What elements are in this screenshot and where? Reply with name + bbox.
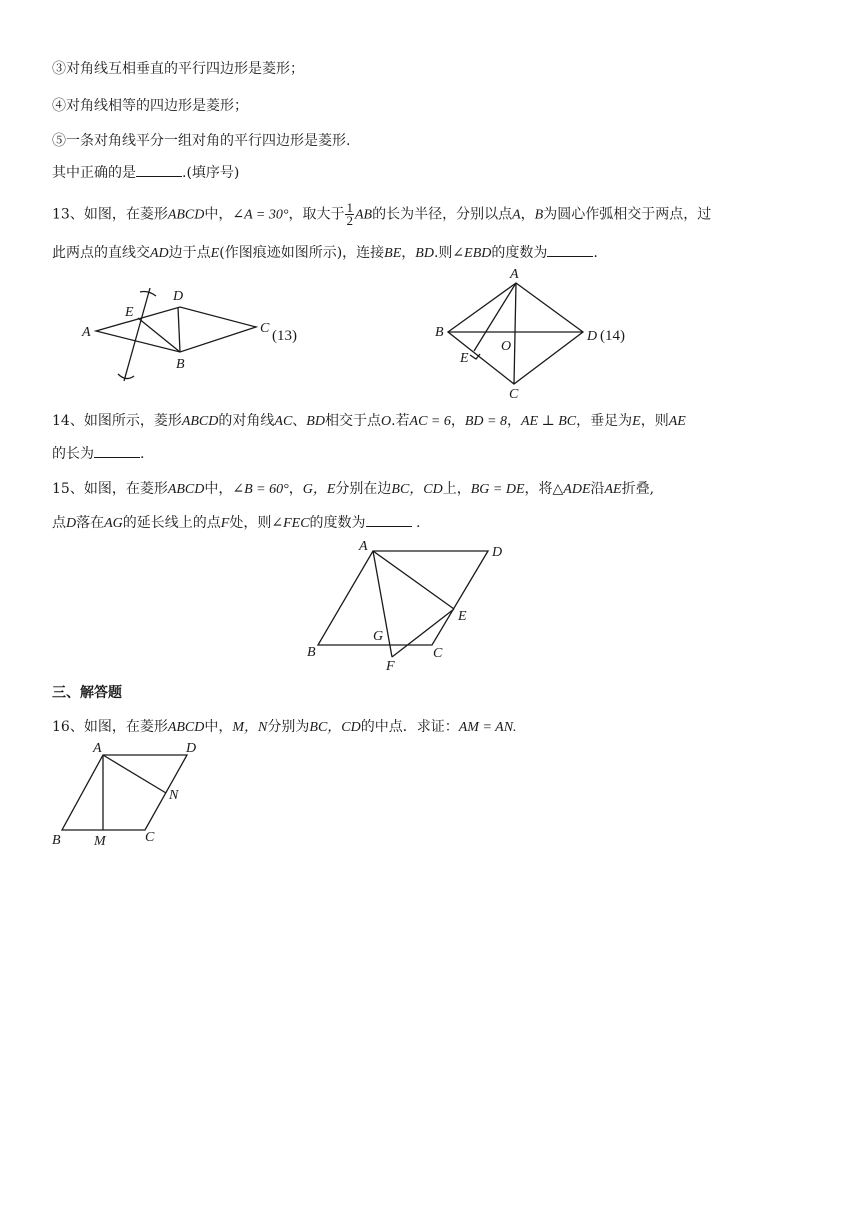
q15-math-bccd: BC，CD: [391, 482, 443, 497]
fig13-diagonal-db: [178, 307, 180, 352]
q13-math-ad: AD: [150, 246, 169, 261]
statement-3: ③对角线互相垂直的平行四边形是菱形；: [52, 61, 304, 77]
fig15-label-f: F: [386, 659, 395, 674]
q15-text: 处，则: [229, 515, 272, 531]
fig13-bisector: [124, 288, 150, 381]
q15-math-tri: △ADE: [552, 482, 591, 497]
q15-text: 分别在边: [335, 481, 392, 497]
q16-text: 分别为: [267, 719, 310, 735]
q15-math-angle-fec: ∠FEC: [271, 516, 310, 531]
q15-text: ，将: [524, 481, 553, 497]
q14-text: ，垂足为: [576, 413, 633, 429]
q15-math-ag: AG: [104, 516, 123, 531]
q14-math-bd8: BD = 8: [464, 414, 507, 429]
fig15-segment-af: [373, 551, 392, 657]
q15-text: 的度数为: [309, 515, 366, 531]
q16-math-abcd: ABCD: [167, 720, 205, 735]
frac-num: 1: [346, 200, 353, 215]
q16-line1: [52, 716, 517, 736]
q15-math-ge: G，E: [302, 482, 336, 497]
q13-text: 此两点的直线交: [52, 245, 150, 261]
fig15-label-d: D: [492, 545, 503, 560]
q15-math-ae: AE: [604, 482, 622, 497]
q13-text: 的长为半径，分别以点: [372, 206, 513, 223]
q16-text: 16、如图，在菱形: [52, 719, 168, 735]
fig14-rhombus: [448, 283, 583, 384]
q15-blank: [366, 514, 412, 527]
fig14-segment-ae: [474, 283, 516, 351]
fig16-segment-an: [103, 755, 166, 793]
answer-prompt-text: 其中正确的是: [52, 165, 136, 181]
q16-math-bccd: BC，CD: [309, 720, 361, 735]
q13-math-angle-ebd: ∠EBD: [452, 246, 492, 261]
q16-text: 中，: [204, 719, 233, 735]
fig14-label-b: B: [435, 325, 444, 340]
fig13-label-e: E: [125, 305, 134, 320]
fig13-label-c: C: [260, 321, 270, 336]
q15-math-d: D: [66, 516, 77, 531]
q14-text: ，则: [640, 413, 669, 429]
q14-line1: 14、如图所示，菱形ABCD的对角线AC、BD相交于点O.若AC = 6，BD = 8，AE ⊥ BC，垂足为E，则AE: [52, 413, 686, 429]
q13-math-b: B: [534, 207, 544, 223]
fig16-label-b: B: [52, 833, 61, 848]
q14-math-ae: AE: [668, 414, 686, 429]
q15-math-f: F: [220, 516, 230, 531]
q13-math-be: BE: [384, 246, 402, 261]
q15-text: 落在: [76, 515, 105, 531]
fig13-label-a: A: [82, 325, 91, 340]
q14-math-perp: AE ⊥ BC: [520, 414, 577, 429]
fig14-label-e: E: [460, 351, 469, 366]
q14-text: 的长为: [52, 446, 94, 462]
fig14-label-c: C: [509, 387, 519, 402]
fig16-label-c: C: [145, 830, 155, 845]
statement-4: ④对角线相等的四边形是菱形；: [52, 98, 248, 114]
fig13-arc-top: [140, 292, 156, 297]
q15-text: 折叠,: [621, 481, 655, 497]
fig15-segment-fe: [392, 609, 454, 657]
fig13-caption: (13): [272, 328, 297, 344]
fig13-label-d: D: [173, 289, 184, 304]
fig14-caption: (14): [600, 328, 625, 344]
q14-text: 的对角线: [218, 413, 275, 429]
fig15-label-b: B: [307, 645, 316, 660]
fig16-rhombus: [62, 755, 187, 830]
q15-line2: 点D落在AG的延长线上的点F处，则∠FEC的度数为 .: [52, 515, 421, 531]
fig15-label-g: G: [373, 629, 384, 644]
q13-text: .则: [433, 245, 453, 261]
q15-text: 沿: [590, 481, 605, 497]
q13-math-bd: BD: [415, 246, 434, 261]
fig13-label-b: B: [176, 357, 185, 372]
q13-text: 的度数为: [491, 245, 548, 261]
q14-math-ac: AC: [274, 414, 293, 429]
fig13-segment-be: [138, 318, 180, 352]
answer-prompt: [52, 162, 239, 182]
answer-blank: [136, 164, 182, 177]
frac-den: 2: [346, 213, 353, 228]
q13-math-abcd: ABCD: [167, 207, 205, 223]
q15-math-bgde: BG = DE: [470, 482, 525, 497]
statement-5: ⑤一条对角线平分一组对角的平行四边形是菱形.: [52, 133, 351, 149]
fig14-label-d: D: [587, 329, 598, 344]
fig15-segment-ae: [373, 551, 454, 609]
q13-math-angle: ∠A = 30°: [232, 207, 289, 223]
q13-line1: 13、如图，在菱形ABCD中，∠A = 30°，取大于 $\frac{1}{2}$ AB的长为半径，分别以点A，B为圆心作弧相交于两点，过: [52, 200, 712, 228]
fig14-diagonal-ac: [514, 283, 516, 384]
fig14-right-angle: [470, 354, 480, 359]
q13-text: 13、如图，在菱形: [52, 206, 168, 223]
q13-math-ab: AB: [354, 207, 373, 223]
q15-text: 上，: [442, 481, 471, 497]
q14-math-e: E: [632, 414, 641, 429]
q15-math-angle-b: ∠B = 60°: [232, 482, 289, 497]
q14-blank: [94, 445, 140, 458]
fig15-label-a: A: [359, 539, 368, 554]
section-title: 三、解答题: [52, 685, 122, 701]
q14-math-ac6: AC = 6: [409, 414, 451, 429]
q13-text: 中，: [204, 206, 233, 223]
q14-text: 14、如图所示，菱形: [52, 413, 182, 429]
fig16-label-m: M: [94, 834, 106, 849]
q15-line1: 15、如图，在菱形ABCD中，∠B = 60°，G，E分别在边BC，CD上，BG = DE，将△ADE沿AE折叠,: [52, 481, 655, 497]
q13-text: ，取大于: [288, 206, 345, 223]
q14-line2: 的长为 .: [52, 446, 145, 462]
q13-text: 边于点: [168, 245, 211, 261]
q13-math-a: A: [512, 207, 521, 223]
fig13-arc-bottom: [118, 374, 134, 379]
q13-math-e: E: [210, 246, 220, 261]
q15-text: 15、如图，在菱形: [52, 481, 168, 497]
q15-text: 点: [52, 515, 66, 531]
fig14-label-o: O: [501, 339, 512, 354]
fig15-rhombus: [318, 551, 488, 645]
q16-math-claim: AM = AN.: [458, 720, 517, 735]
fig13-rhombus: [96, 307, 256, 352]
fig14-label-a: A: [510, 267, 519, 282]
q13-blank: [547, 244, 593, 257]
q16-math-mn: M，N: [232, 720, 268, 735]
fig16-label-n: N: [169, 788, 179, 803]
fig15-label-e: E: [458, 609, 467, 624]
fig15-label-c: C: [433, 646, 443, 661]
q13-text: 为圆心作弧相交于两点，过: [543, 206, 712, 223]
q15-math-abcd: ABCD: [167, 482, 205, 497]
q14-separator: 、: [292, 413, 307, 429]
q16-text: 的中点．求证：: [360, 719, 459, 735]
q15-text: 中，: [204, 481, 233, 497]
q13-text: (作图痕迹如图所示)，连接: [219, 245, 385, 261]
fig16-label-d: D: [186, 741, 197, 756]
fig16-label-a: A: [93, 741, 102, 756]
q15-text: 的延长线上的点: [122, 515, 221, 531]
answer-prompt-suffix: .(填序号): [182, 165, 240, 181]
q14-text: .若: [391, 413, 410, 429]
q13-fraction: [345, 202, 354, 227]
q14-math-abcd: ABCD: [181, 414, 219, 429]
q14-math-o: O: [380, 414, 392, 429]
q14-math-bd: BD: [306, 414, 325, 429]
q13-line2: 此两点的直线交AD边于点E(作图痕迹如图所示)，连接BE，BD.则∠EBD的度数为 .: [52, 245, 598, 261]
q14-text: 相交于点: [324, 413, 381, 429]
